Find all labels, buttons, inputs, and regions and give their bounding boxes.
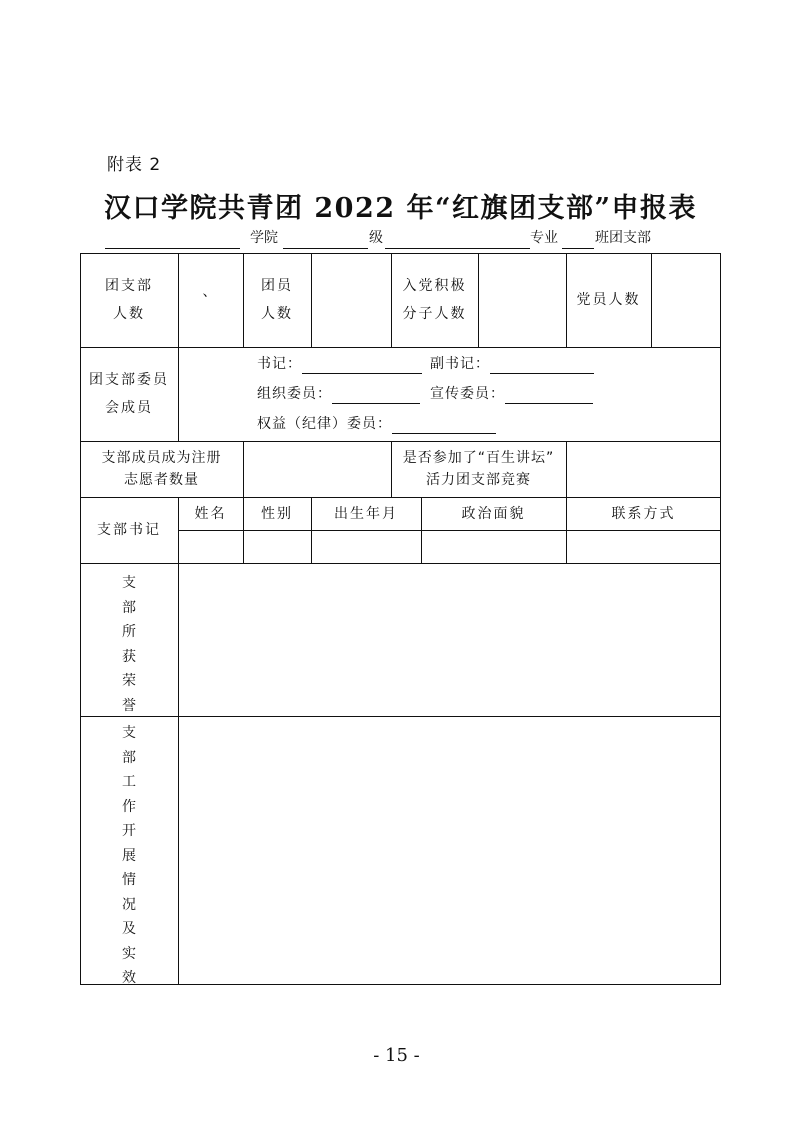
- party-members-value[interactable]: [651, 253, 721, 347]
- class-blank[interactable]: [562, 228, 594, 249]
- col-gender: 性别: [261, 505, 293, 522]
- activists-label: 入党积极 分子人数: [402, 278, 467, 322]
- branch-members-label: 团支部 人数: [105, 278, 153, 322]
- rights-field[interactable]: 权益（纪律）委员：: [257, 414, 496, 434]
- contact-input[interactable]: [566, 530, 721, 563]
- class-suffix: 班团支部: [595, 230, 651, 246]
- work-content[interactable]: [178, 716, 721, 985]
- party-members-label: 党员人数: [576, 292, 641, 308]
- form-title: 汉口学院共青团 2022 年“红旗团支部”申报表: [104, 193, 698, 224]
- secretary-field[interactable]: 书记：: [257, 354, 422, 374]
- league-members-value[interactable]: [311, 253, 391, 347]
- table-rule: [178, 347, 179, 441]
- honors-content[interactable]: [178, 563, 721, 716]
- col-politics: 政治面貌: [461, 505, 526, 522]
- league-members-label: 团员 人数: [261, 278, 293, 322]
- gender-input[interactable]: [243, 530, 311, 563]
- publicity-field[interactable]: 宣传委员：: [430, 384, 593, 404]
- work-label: 支 部 工 作 开 展 情 况 及 实 效: [122, 725, 136, 986]
- politics-input[interactable]: [421, 530, 566, 563]
- page-number: - 15 -: [373, 1045, 420, 1066]
- name-input[interactable]: [178, 530, 243, 563]
- major-blank[interactable]: [385, 228, 530, 249]
- volunteers-value[interactable]: [243, 441, 391, 497]
- contest-label: 是否参加了“百生讲坛” 活力团支部竞赛: [402, 450, 555, 488]
- honors-label: 支 部 所 获 荣 誉: [122, 575, 136, 714]
- branch-members-value[interactable]: 、: [202, 284, 219, 300]
- college-blank[interactable]: [105, 228, 240, 249]
- committee-label: 团支部委员 会成员: [89, 372, 169, 416]
- col-contact: 联系方式: [611, 505, 676, 522]
- col-birth: 出生年月: [334, 505, 398, 522]
- major-suffix: 专业: [530, 230, 558, 246]
- activists-value[interactable]: [478, 253, 566, 347]
- college-suffix: 学院: [250, 230, 278, 246]
- annex-label: 附表 2: [107, 155, 162, 175]
- grade-suffix: 级: [369, 230, 383, 246]
- organization-field[interactable]: 组织委员：: [257, 384, 420, 404]
- col-name: 姓名: [194, 505, 227, 522]
- birth-input[interactable]: [311, 530, 421, 563]
- branch-secretary-label: 支部书记: [97, 522, 161, 538]
- volunteers-label: 支部成员成为注册 志愿者数量: [101, 450, 222, 488]
- contest-value[interactable]: [566, 441, 721, 497]
- deputy-secretary-field[interactable]: 副书记：: [430, 354, 594, 374]
- grade-blank[interactable]: [283, 228, 368, 249]
